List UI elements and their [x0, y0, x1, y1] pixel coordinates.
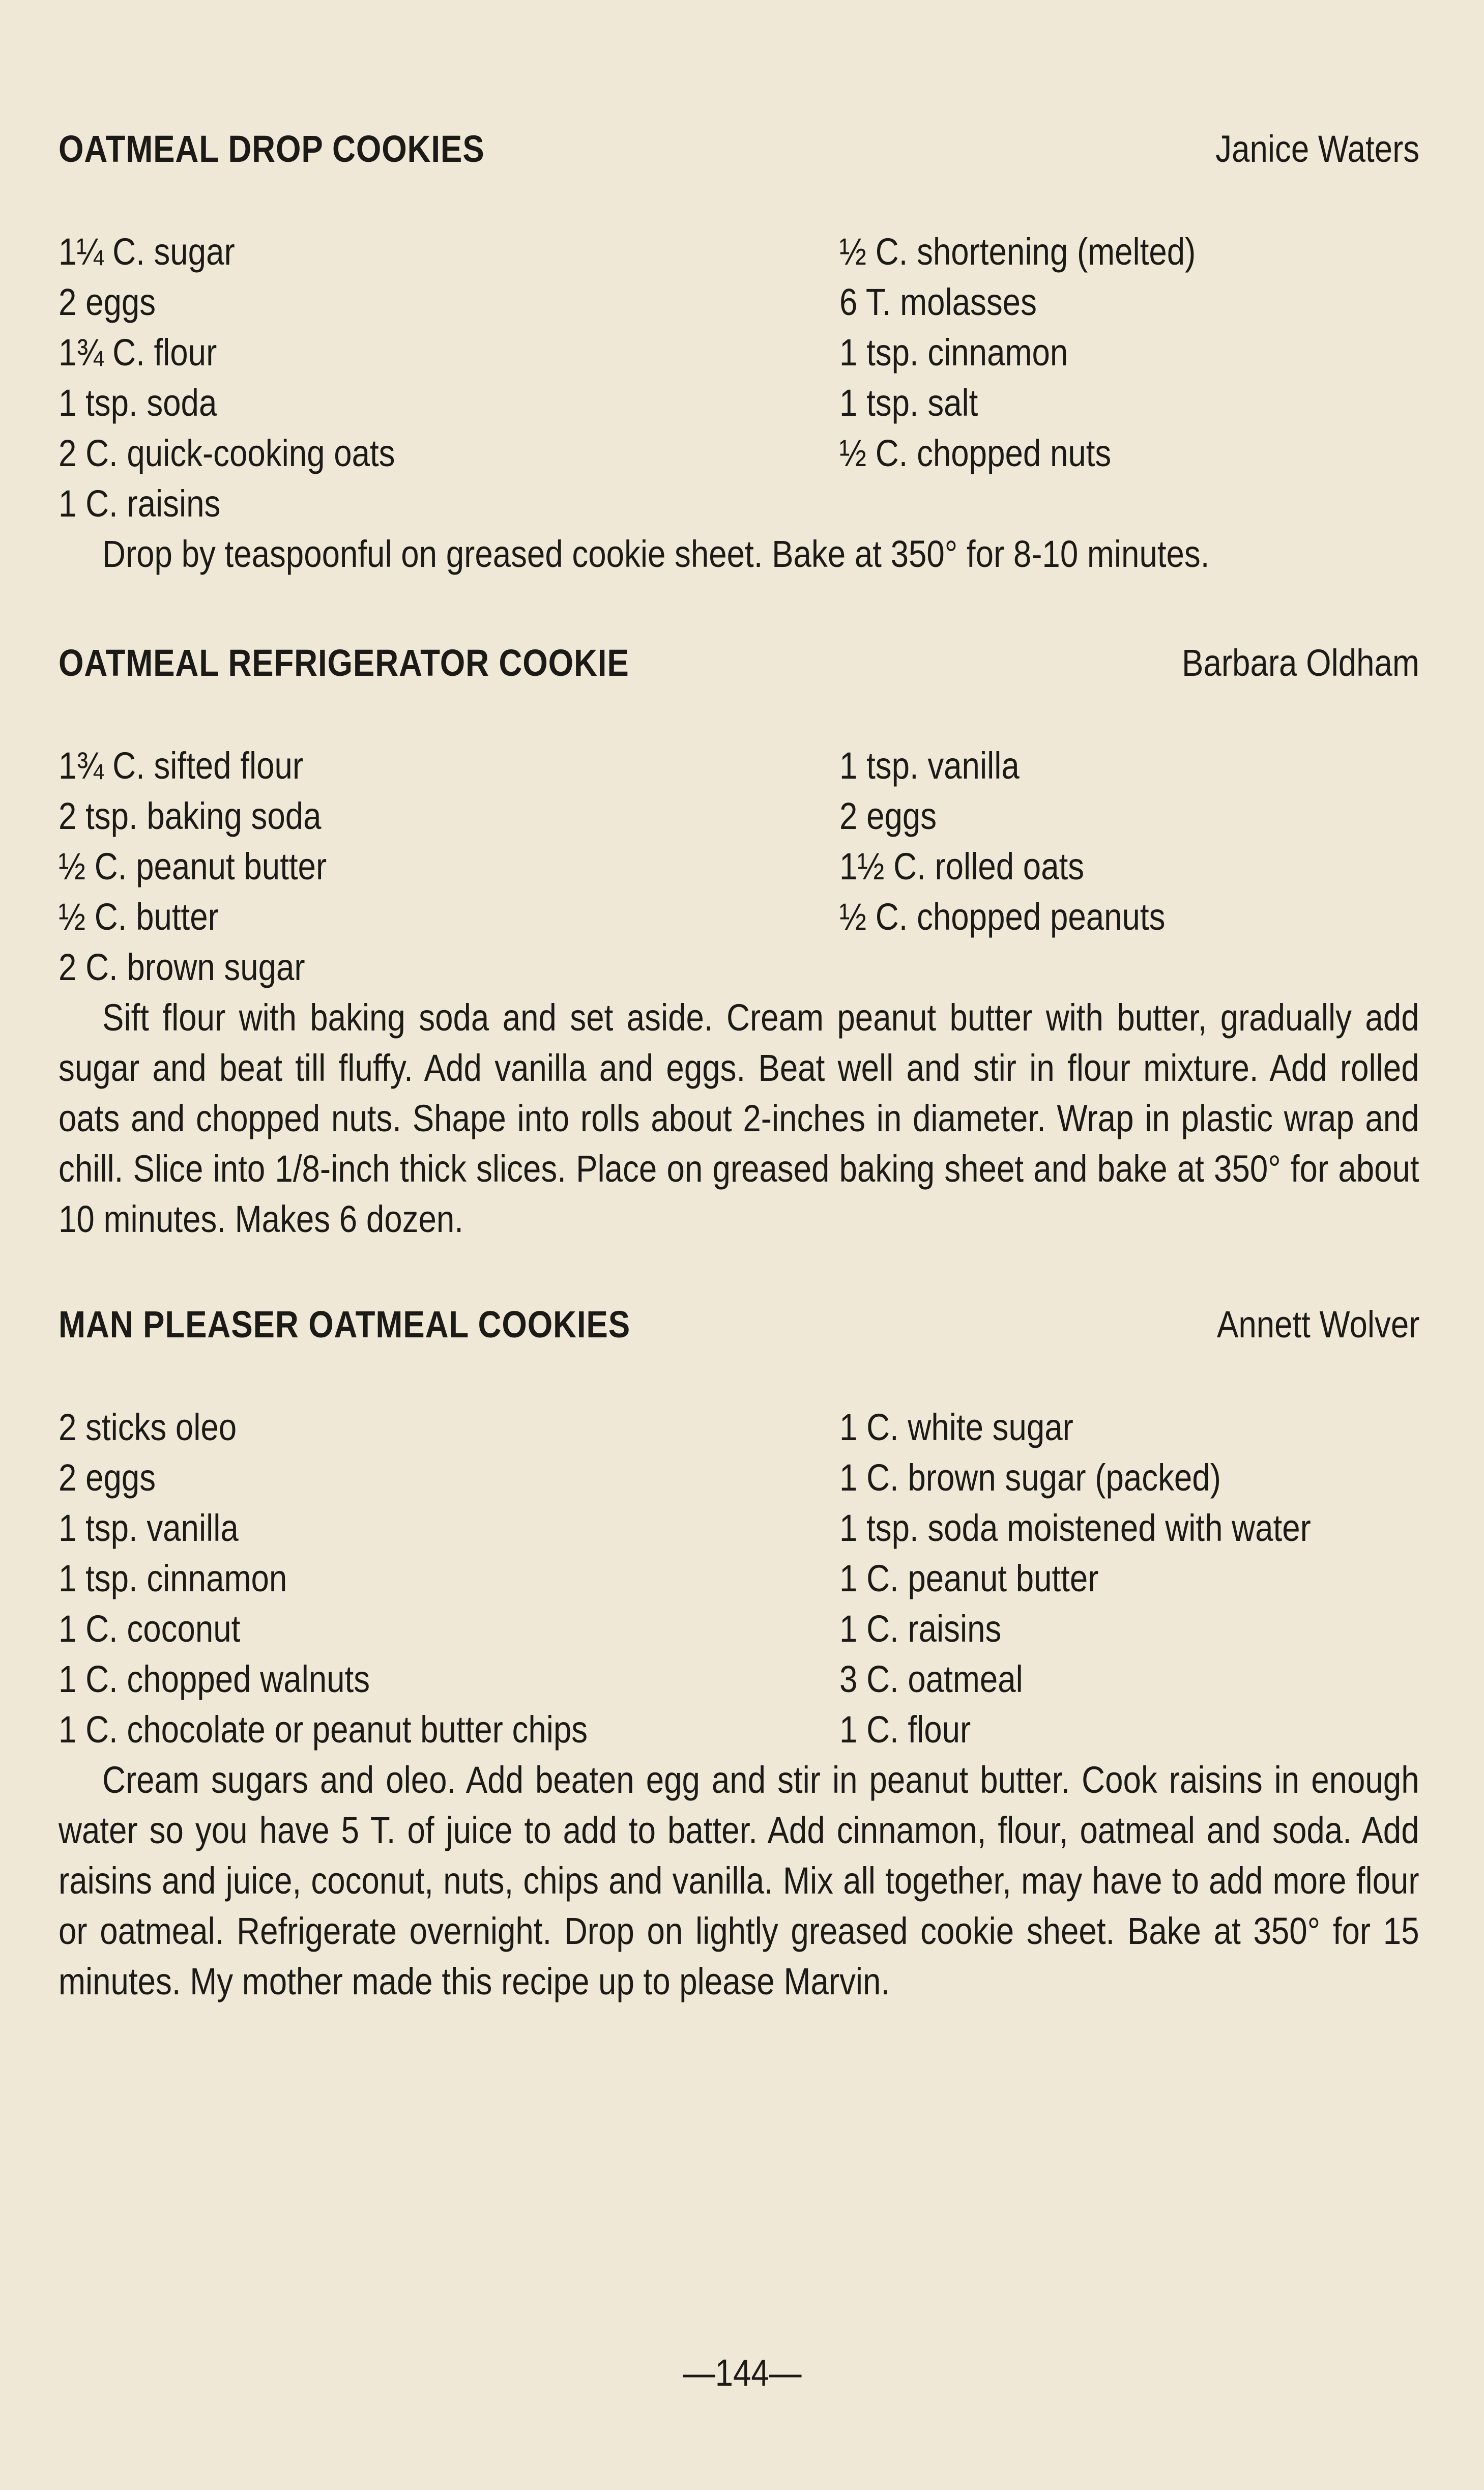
ingredient-item: 2 eggs — [839, 795, 937, 837]
recipe-oatmeal-refrigerator-cookie — [59, 641, 1419, 1244]
ingredient-item: 1 C. brown sugar (packed) — [839, 1456, 1221, 1499]
ingredient-item: ½ C. butter — [59, 896, 219, 938]
ingredient-column-right — [839, 740, 1419, 992]
ingredient-list — [59, 1402, 1419, 1755]
recipe-directions: Cream sugars and oleo. Add beaten egg and stir in peanut butter. Cook raisins in enough water so you have 5 T. of juice to add to batter. Add cinnamon, flour, oatmeal and soda. Add raisins and juice, coconut, nuts, chips and vanilla. Mix all together, may have to add more flour or oatmeal. Refrigerate overnight. Drop on lightly greased cookie sheet. Bake at 350° for 15 minutes. My mother made this recipe up to please Marvin. — [59, 1759, 1419, 2002]
ingredient-item: ½ C. chopped peanuts — [839, 896, 1166, 938]
recipe-author: Janice Waters — [1215, 128, 1419, 170]
ingredient-item: 1½ C. rolled oats — [839, 845, 1085, 888]
recipe-title: OATMEAL REFRIGERATOR COOKIE — [59, 642, 629, 684]
recipe-header — [59, 127, 1419, 178]
ingredient-item: 1 C. chocolate or peanut butter chips — [59, 1708, 588, 1751]
ingredient-item: 2 C. brown sugar — [59, 946, 305, 988]
page-number — [0, 2351, 1484, 2394]
ingredient-item: 6 T. molasses — [839, 281, 1037, 323]
ingredient-list — [59, 226, 1419, 529]
ingredient-column-right — [839, 226, 1419, 529]
ingredient-item: 1 C. flour — [839, 1708, 971, 1751]
recipe-author: Barbara Oldham — [1182, 642, 1419, 684]
ingredient-item: 2 C. quick-cooking oats — [59, 432, 395, 474]
ingredient-item: 1 C. coconut — [59, 1608, 241, 1650]
ingredient-item: 1 tsp. cinnamon — [839, 331, 1068, 374]
recipe-author: Annett Wolver — [1216, 1303, 1419, 1346]
ingredient-item: 1¼ C. sugar — [59, 231, 235, 273]
page-number-text: —144— — [682, 2352, 802, 2394]
recipe-man-pleaser-oatmeal-cookies — [59, 1303, 1419, 2007]
recipe-directions: Sift flour with baking soda and set aside. Cream peanut butter with butter, gradually add sugar and beat till fluffy. Add vanilla and eggs. Beat well and stir in flour mixture. Add rolled oats and chopped nuts. Shape into rolls about 2-inches in diameter. Wrap in plastic wrap and chill. Slice into 1/8-inch thick slices. Place on greased baking sheet and bake at 350° for about 10 minutes. Makes 6 dozen. — [59, 996, 1419, 1240]
ingredient-item: 2 sticks oleo — [59, 1406, 237, 1448]
ingredient-item: 1 tsp. vanilla — [839, 745, 1020, 787]
ingredient-column-left — [59, 226, 839, 529]
ingredient-item: 2 eggs — [59, 1456, 156, 1499]
ingredient-item: 1 C. raisins — [839, 1608, 1002, 1650]
ingredient-item: ½ C. chopped nuts — [839, 432, 1112, 474]
ingredient-item: 1 C. peanut butter — [839, 1557, 1099, 1599]
ingredient-item: 1¾ C. sifted flour — [59, 745, 304, 787]
ingredient-column-left — [59, 740, 839, 992]
ingredient-item: 1¾ C. flour — [59, 331, 217, 374]
ingredient-item: 1 C. chopped walnuts — [59, 1658, 370, 1700]
ingredient-item: ½ C. shortening (melted) — [839, 231, 1196, 273]
ingredient-item: 3 C. oatmeal — [839, 1658, 1023, 1700]
cookbook-page — [59, 127, 1419, 2007]
ingredient-item: 1 tsp. soda moistened with water — [839, 1507, 1311, 1549]
recipe-header — [59, 1303, 1419, 1354]
ingredient-item: 1 tsp. salt — [839, 382, 978, 424]
ingredient-item: 1 C. white sugar — [839, 1406, 1073, 1448]
ingredient-item: 1 tsp. cinnamon — [59, 1557, 287, 1599]
recipe-title: MAN PLEASER OATMEAL COOKIES — [59, 1303, 631, 1346]
ingredient-column-left — [59, 1402, 839, 1755]
recipe-oatmeal-drop-cookies — [59, 127, 1419, 579]
ingredient-column-right — [839, 1402, 1419, 1755]
ingredient-item: 1 tsp. soda — [59, 382, 217, 424]
ingredient-list — [59, 740, 1419, 992]
recipe-header — [59, 641, 1419, 692]
ingredient-item: 1 C. raisins — [59, 482, 221, 525]
recipe-title: OATMEAL DROP COOKIES — [59, 128, 485, 170]
ingredient-item: ½ C. peanut butter — [59, 845, 327, 888]
ingredient-item: 1 tsp. vanilla — [59, 1507, 239, 1549]
ingredient-item: 2 eggs — [59, 281, 156, 323]
recipe-directions: Drop by teaspoonful on greased cookie sheet. Bake at 350° for 8-10 minutes. — [102, 533, 1210, 575]
ingredient-item: 2 tsp. baking soda — [59, 795, 322, 837]
